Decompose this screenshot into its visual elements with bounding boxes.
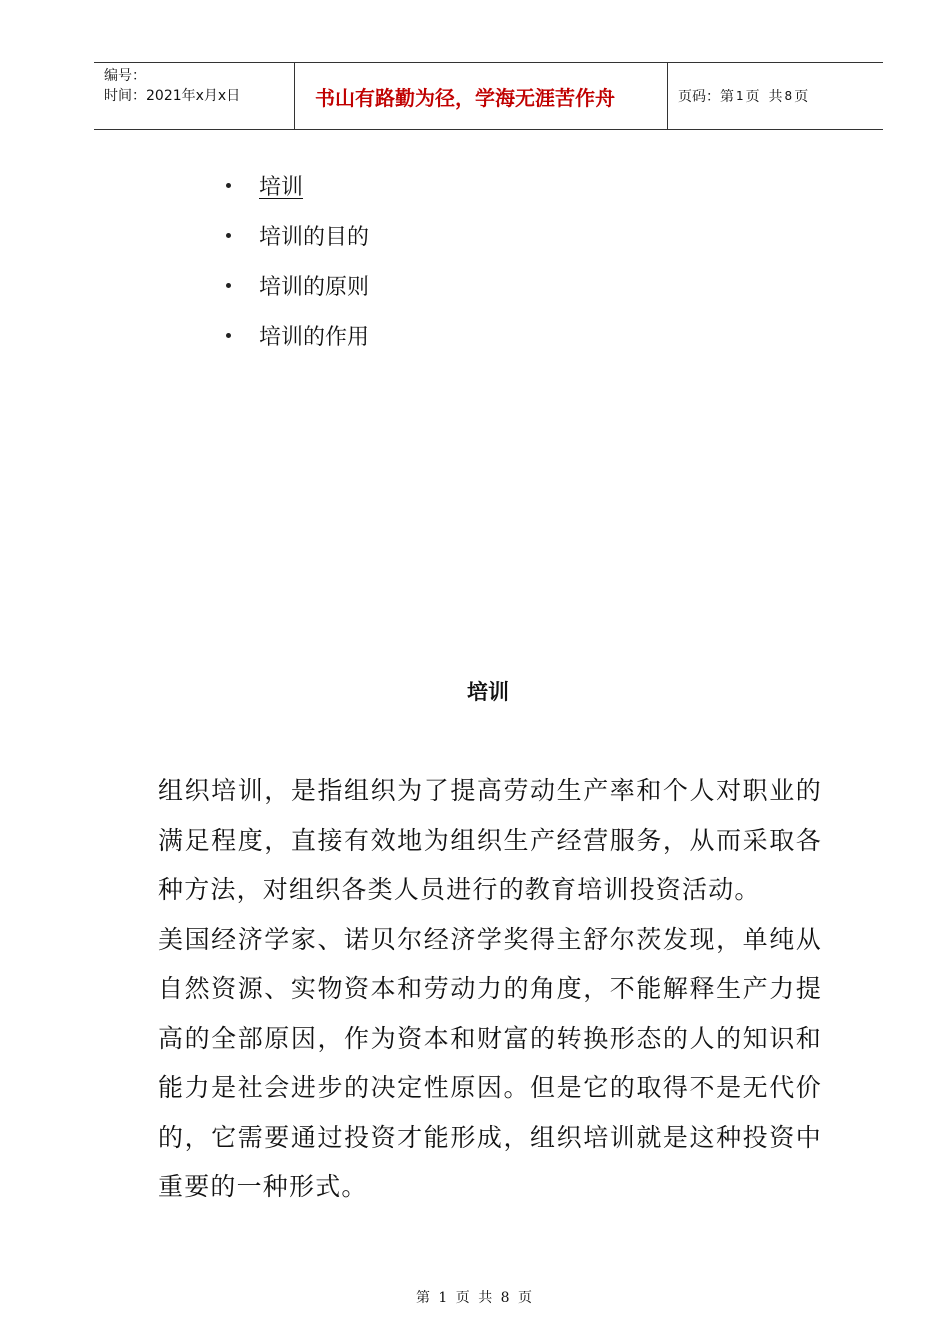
toc-item-label[interactable]: 培训 bbox=[259, 174, 304, 200]
header-motto: 书山有路勤为径，学海无涯苦作舟 bbox=[295, 63, 668, 129]
section-body bbox=[158, 766, 822, 1212]
page-total: 8 bbox=[784, 89, 793, 103]
toc-item[interactable] bbox=[226, 160, 369, 210]
toc-item bbox=[226, 310, 369, 360]
document-time-label: 时间：2021年x月x日 bbox=[104, 88, 241, 104]
bullet-icon bbox=[226, 283, 231, 288]
header-page-info bbox=[668, 63, 883, 129]
toc-item bbox=[226, 260, 369, 310]
header-meta bbox=[94, 63, 295, 129]
toc-list bbox=[226, 160, 369, 360]
page-prefix: 页码：第 bbox=[678, 89, 734, 105]
toc-item bbox=[226, 210, 369, 260]
document-header bbox=[94, 62, 883, 130]
bullet-icon bbox=[226, 333, 231, 338]
bullet-icon bbox=[226, 233, 231, 238]
document-number-label: 编号： bbox=[104, 68, 146, 84]
toc-item-label: 培训的原则 bbox=[259, 274, 370, 300]
body-paragraph: 美国经济学家、诺贝尔经济学奖得主舒尔茨发现，单纯从自然资源、实物资本和劳动力的角度，不能解释生产力提高的全部原因，作为资本和财富的转换形态的人的知识和能力是社会进步的决定性原因。但是它的取得不是无代价的，它需要通过投资才能形成，组织培训就是这种投资中重要的一种形式。 bbox=[158, 924, 822, 1201]
section-title: 培训 bbox=[467, 680, 509, 704]
body-paragraph: 组织培训，是指组织为了提高劳动生产率和个人对职业的满足程度，直接有效地为组织生产经营服务，从而采取各种方法，对组织各类人员进行的教育培训投资活动。 bbox=[158, 776, 822, 904]
bullet-icon bbox=[226, 183, 231, 188]
page-mid: 页 共 bbox=[745, 89, 783, 105]
page-suffix: 页 bbox=[794, 89, 809, 105]
toc-item-label: 培训的目的 bbox=[259, 224, 370, 250]
toc-item-label: 培训的作用 bbox=[259, 324, 370, 350]
page-current: 1 bbox=[736, 89, 744, 103]
page-footer: 第 1 页 共 8 页 bbox=[415, 1290, 535, 1306]
